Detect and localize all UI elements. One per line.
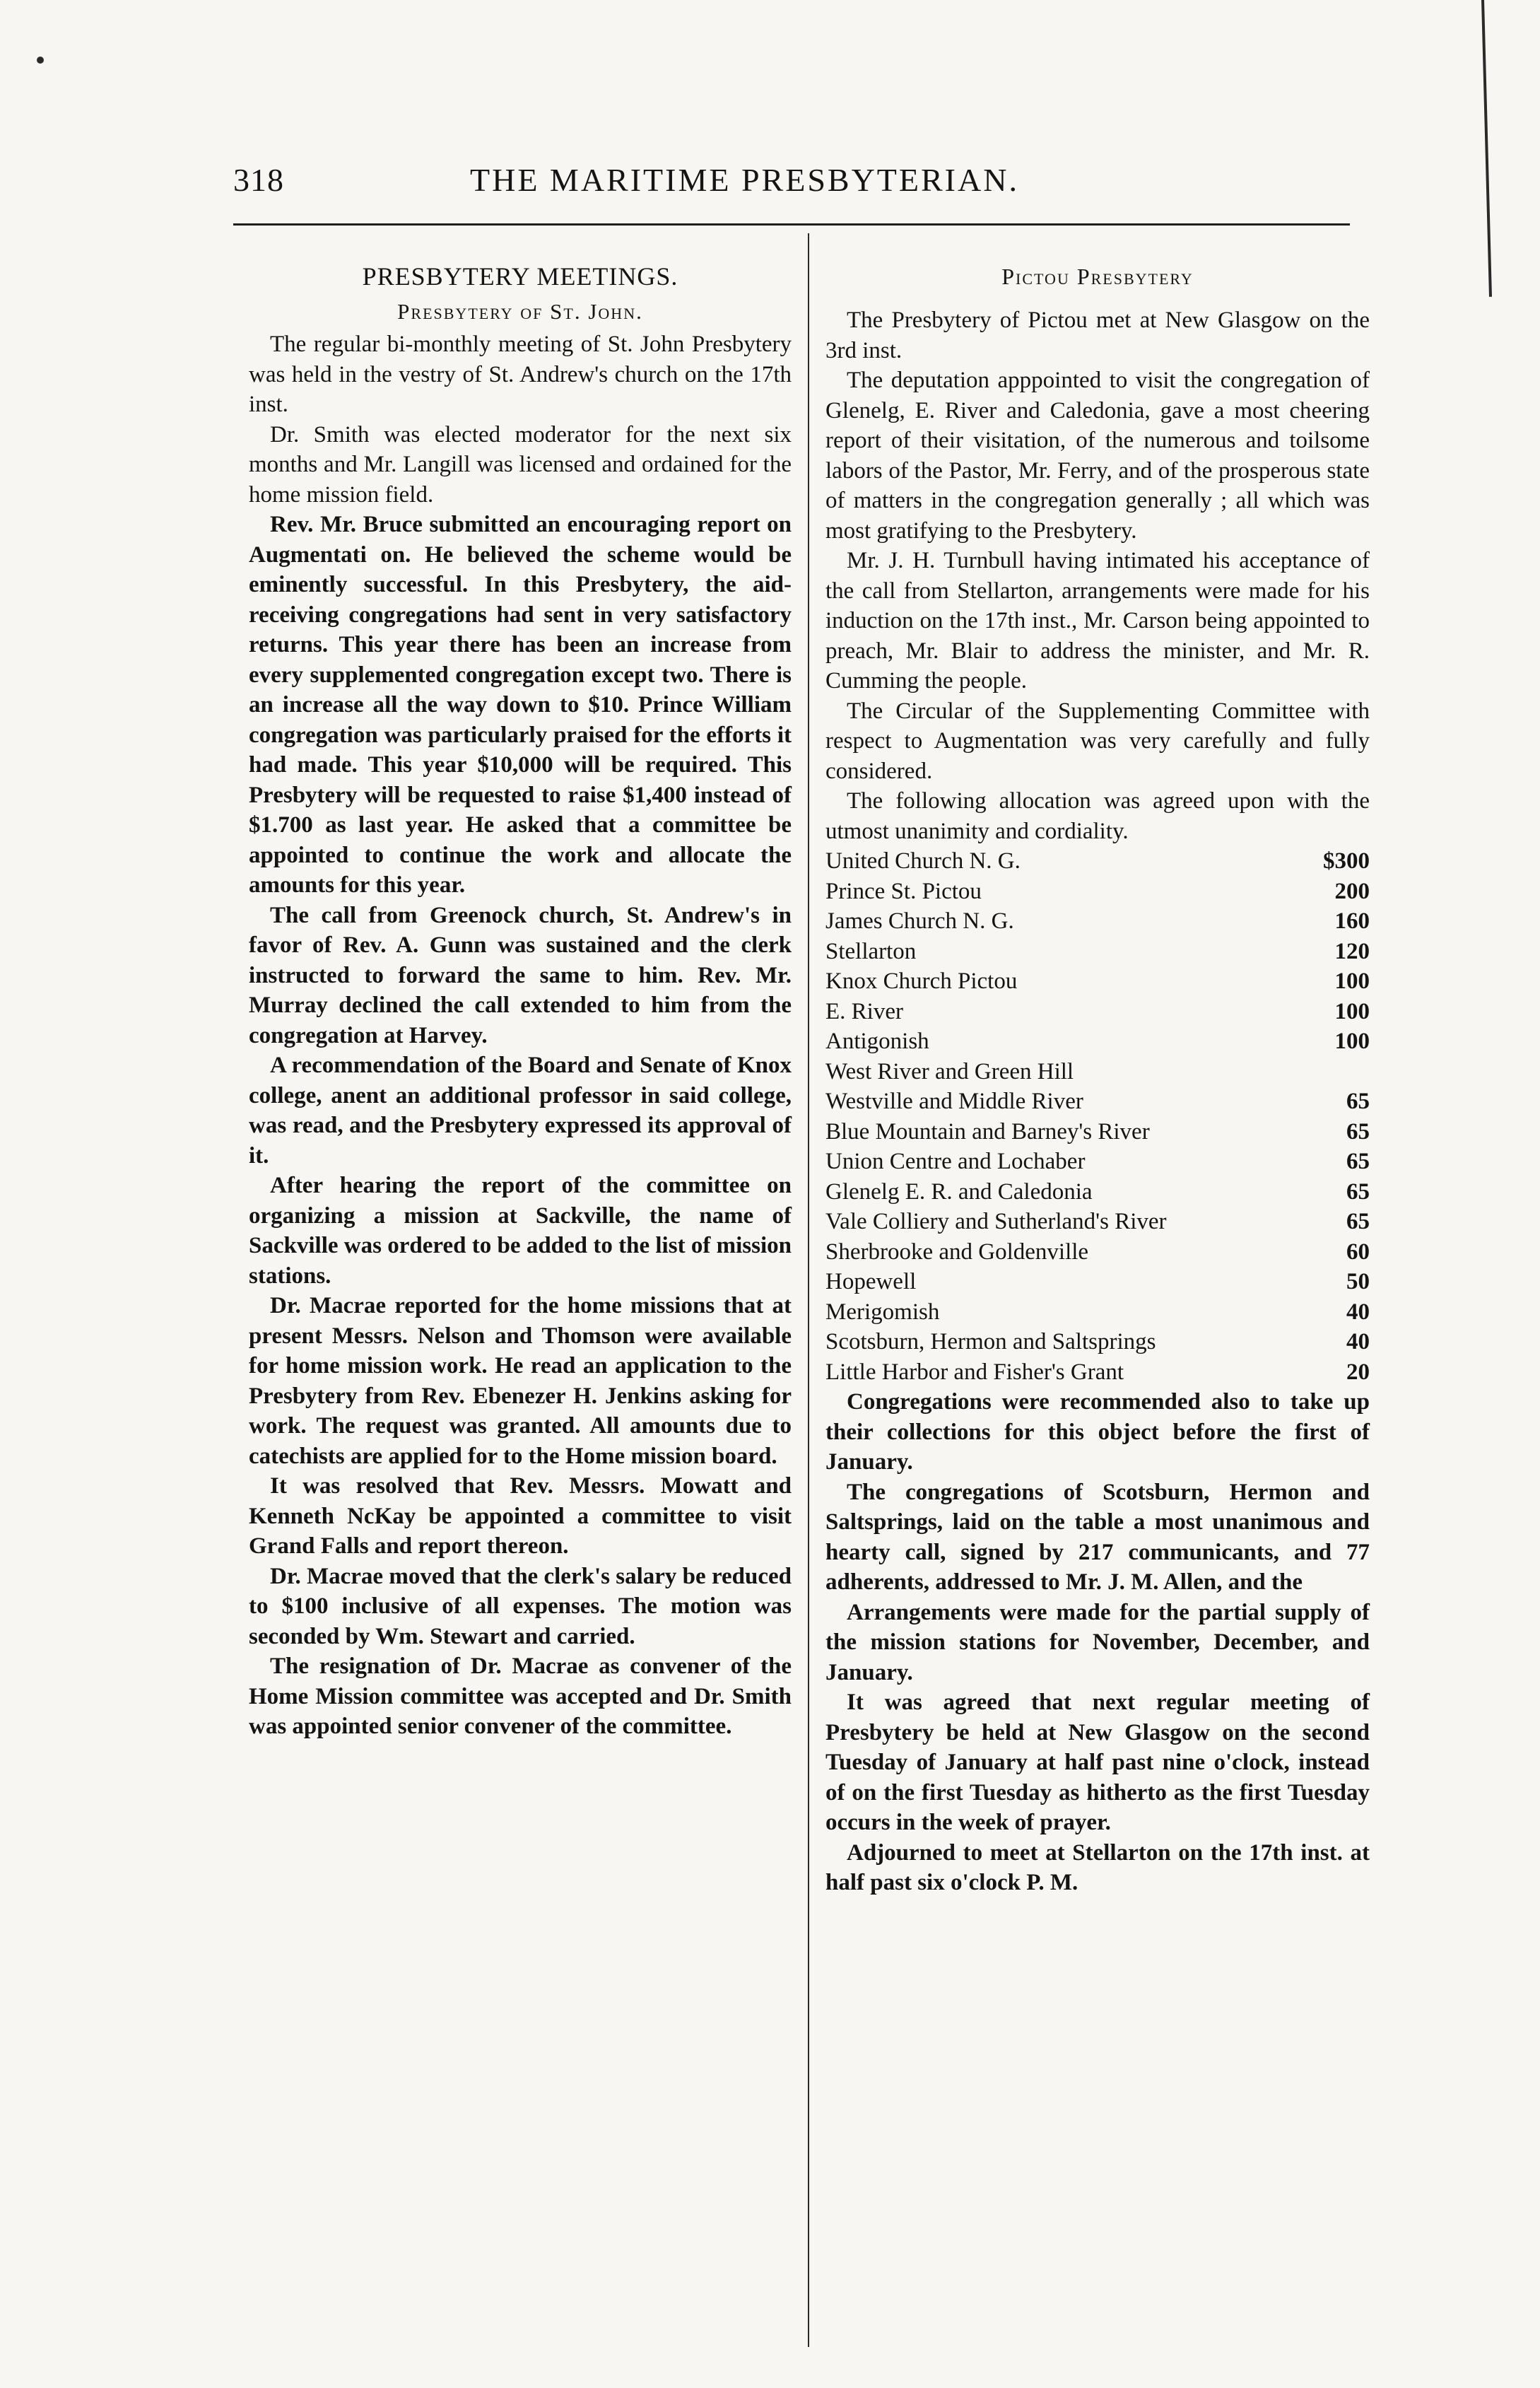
allocation-list — [825, 846, 1370, 1387]
allocation-congregation: United Church N. G. — [825, 848, 1021, 874]
allocation-amount: 65 — [1346, 1178, 1370, 1205]
paragraph: The Presbytery of Pictou met at New Glasgow on the 3rd inst. — [825, 308, 1370, 363]
allocation-row — [825, 1237, 1370, 1268]
allocation-congregation: West River and Green Hill — [825, 1058, 1074, 1084]
allocation-amount: 40 — [1346, 1329, 1370, 1354]
allocation-amount: 65 — [1346, 1089, 1370, 1114]
allocation-row — [825, 846, 1370, 877]
paragraph: Mr. J. H. Turnbull having intimated his acceptance of the call from Stellarton, arrangements were made for his induction on the 17th inst., Mr. Carson being appointed to preach, Mr. Blair to address the minister, and Mr. R. Cumming the people. — [825, 548, 1370, 693]
allocation-amount: 200 — [1334, 878, 1370, 904]
allocation-amount: 65 — [1346, 1118, 1370, 1145]
allocation-congregation: Antigonish — [825, 1029, 929, 1054]
allocation-congregation: Westville and Middle River — [825, 1089, 1083, 1114]
allocation-row — [825, 1297, 1370, 1328]
column-divider — [808, 233, 809, 2347]
allocation-row — [825, 877, 1370, 907]
margin-scratch-mark — [1481, 0, 1492, 297]
allocation-row — [825, 1147, 1370, 1177]
section-heading: PRESBYTERY MEETINGS. — [362, 262, 678, 291]
allocation-amount: 65 — [1346, 1149, 1370, 1174]
allocation-congregation: James Church N. G. — [825, 908, 1014, 934]
page-header — [233, 161, 1350, 211]
paragraph: The deputation apppointed to visit the congregation of Glenelg, E. River and Caledonia, gave a most cheering report of their visitation, of the numerous and toilsome labors of the Pastor, Mr. Ferry, and of the prosperous state of matters in the congregation generally ; all which was most gratifying to the Presbytery. — [825, 368, 1370, 544]
paragraph: The Circular of the Supplementing Committee with respect to Augmentation was very carefully and fully considered. — [825, 698, 1370, 784]
allocation-congregation: Knox Church Pictou — [825, 968, 1018, 994]
allocation-amount: 100 — [1334, 1029, 1370, 1054]
running-title: THE MARITIME PRESBYTERIAN. — [470, 162, 1019, 198]
allocation-row — [825, 1117, 1370, 1147]
allocation-row — [825, 937, 1370, 967]
allocation-congregation: Prince St. Pictou — [825, 878, 982, 904]
allocation-amount: 160 — [1334, 908, 1370, 934]
section-subheading: Presbytery of St. John. — [397, 299, 643, 324]
allocation-congregation: Little Harbor and Fisher's Grant — [825, 1359, 1124, 1385]
allocation-congregation: Vale Colliery and Sutherland's River — [825, 1209, 1167, 1234]
allocation-row — [825, 906, 1370, 937]
margin-dot — [37, 57, 44, 64]
paragraph: Dr. Macrae reported for the home missions that at present Messrs. Nelson and Thomson were available for home mission work. He read an application to the Presbytery from Rev. Ebenezer H. Jenkins asking for work. The request was granted. All amounts due to catechists are applied for to the Home mission board. — [249, 1293, 792, 1469]
paragraph: Arrangements were made for the partial supply of the mission stations for November, December, and January. — [825, 1599, 1370, 1685]
paragraph: After hearing the report of the committee on organizing a mission at Sackville, the name of Sackville was ordered to be added to the list of mission stations. — [249, 1173, 792, 1289]
header-rule — [233, 223, 1350, 226]
allocation-row — [825, 1057, 1370, 1087]
allocation-row — [825, 1177, 1370, 1207]
paragraph: The resignation of Dr. Macrae as convener of the Home Mission committee was accepted and Dr. Smith was appointed senior convener of the committee. — [249, 1654, 792, 1739]
allocation-amount: 120 — [1334, 938, 1370, 964]
allocation-amount: $300 — [1323, 848, 1370, 874]
allocation-amount: 65 — [1346, 1209, 1370, 1234]
paragraph: The congregations of Scotsburn, Hermon and Saltsprings, laid on the table a most unanimous and hearty call, signed by 217 communicants, and 77 adherents, addressed to Mr. J. M. Allen, and the — [825, 1479, 1370, 1595]
allocation-congregation: Merigomish — [825, 1299, 940, 1325]
allocation-row — [825, 1267, 1370, 1297]
allocation-row — [825, 1327, 1370, 1357]
allocation-congregation: Sherbrooke and Goldenville — [825, 1239, 1089, 1265]
paragraph: It was resolved that Rev. Messrs. Mowatt and Kenneth NcKay be appointed a committee to visit Grand Falls and report thereon. — [249, 1473, 792, 1559]
allocation-row — [825, 966, 1370, 997]
allocation-amount: 40 — [1346, 1299, 1370, 1325]
paragraph: Dr. Macrae moved that the clerk's salary be reduced to $100 inclusive of all expenses. The motion was seconded by Wm. Stewart and carried. — [249, 1563, 792, 1649]
right-column — [825, 260, 1370, 1898]
allocation-amount: 100 — [1334, 998, 1370, 1024]
paragraph: The following allocation was agreed upon with the utmost unanimity and cordiality. — [825, 788, 1370, 844]
allocation-row — [825, 1087, 1370, 1117]
paragraph: Dr. Smith was elected moderator for the next six months and Mr. Langill was licensed and ordained for the home mission field. — [249, 421, 792, 508]
left-column — [249, 260, 792, 1742]
paragraph: It was agreed that next regular meeting of Presbytery be held at New Glasgow on the second Tuesday of January at half past nine o'clock, instead of on the first Tuesday as hitherto as the first Tuesday occurs in the week of prayer. — [825, 1690, 1370, 1835]
allocation-congregation: Hopewell — [825, 1269, 917, 1294]
paragraph: Congregations were recommended also to take up their collections for this object before the first of January. — [825, 1389, 1370, 1475]
allocation-congregation: Glenelg E. R. and Caledonia — [825, 1178, 1093, 1205]
allocation-amount: 20 — [1346, 1359, 1370, 1385]
paragraph: Adjourned to meet at Stellarton on the 17th inst. at half past six o'clock P. M. — [825, 1839, 1370, 1895]
paragraph: A recommendation of the Board and Senate of Knox college, anent an additional professor in said college, was read, and the Presbytery expressed its approval of it. — [249, 1053, 792, 1169]
allocation-row — [825, 1026, 1370, 1057]
allocation-congregation: E. River — [825, 998, 903, 1024]
paragraph: The regular bi-monthly meeting of St. John Presbytery was held in the vestry of St. Andrew's church on the 17th inst. — [249, 332, 792, 417]
allocation-row — [825, 1357, 1370, 1388]
allocation-congregation: Scotsburn, Hermon and Saltsprings — [825, 1329, 1156, 1354]
allocation-amount: 50 — [1346, 1269, 1370, 1294]
page-number: 318 — [233, 162, 284, 198]
allocation-amount: 100 — [1334, 968, 1370, 994]
allocation-congregation: Blue Mountain and Barney's River — [825, 1118, 1150, 1145]
allocation-congregation: Stellarton — [825, 938, 917, 964]
allocation-amount: 60 — [1346, 1239, 1370, 1265]
allocation-row — [825, 997, 1370, 1027]
allocation-congregation: Union Centre and Lochaber — [825, 1149, 1086, 1174]
allocation-row — [825, 1207, 1370, 1237]
paragraph: Rev. Mr. Bruce submitted an encouraging report on Augmentati on. He believed the scheme would be eminently successful. In this Presbytery, the aid-receiving congregations had sent in very satisfactory returns. This year there has been an increase from every supplemented congregation except two. There is an increase all the way down to $10. Prince William congregation was particularly praised for the efforts it had made. This year $10,000 will be required. This Presbytery will be requested to raise $1,400 instead of $1.700 as last year. He asked that a committee be appointed to continue the work and allocate the amounts for this year. — [249, 512, 792, 898]
section-heading: Pictou Presbytery — [1001, 264, 1194, 289]
paragraph: The call from Greenock church, St. Andrew's in favor of Rev. A. Gunn was sustained and the clerk instructed to forward the same to him. Rev. Mr. Murray declined the call extended to him from the congregation at Harvey. — [249, 902, 792, 1048]
